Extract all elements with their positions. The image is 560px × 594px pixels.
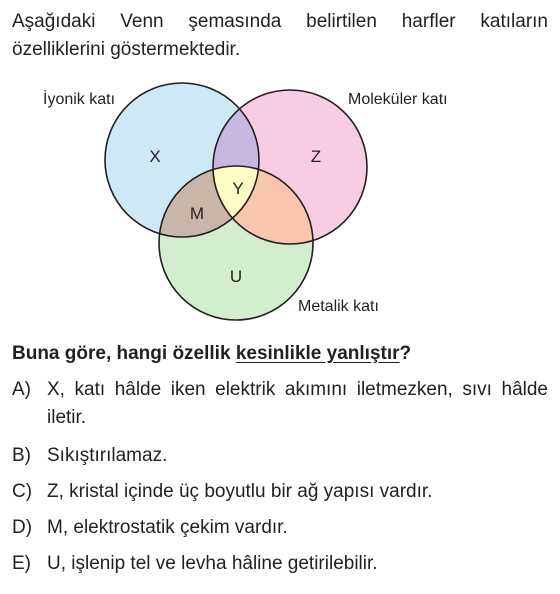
option-e-text: U, işlenip tel ve levha hâline getirilebilir. xyxy=(47,553,378,574)
option-e[interactable] xyxy=(12,550,548,578)
region-u: U xyxy=(229,267,243,286)
question-prefix: Buna göre, hangi özellik xyxy=(12,343,236,364)
ionic-label: İyonik katı xyxy=(43,91,116,108)
question-intro: Aşağıdaki Venn şemasında belirtilen harfler katıların özelliklerini göstermektedir. xyxy=(12,11,548,60)
option-d-letter: D) xyxy=(12,517,33,538)
option-b-letter: B) xyxy=(12,445,31,466)
region-z: Z xyxy=(310,147,322,166)
question-stem xyxy=(12,340,548,368)
option-c[interactable] xyxy=(12,478,548,506)
option-a-letter: A) xyxy=(12,379,31,400)
option-b[interactable] xyxy=(12,442,548,470)
question-suffix: ? xyxy=(399,343,412,364)
option-d[interactable] xyxy=(12,514,548,542)
venn-diagram xyxy=(0,80,560,330)
region-m: M xyxy=(189,204,205,223)
metallic-label: Metalik katı xyxy=(298,298,379,315)
option-a-text: X, katı hâlde iken elektrik akımını iletmezken, sıvı hâlde iletir. xyxy=(47,379,548,428)
option-b-text: Sıkıştırılamaz. xyxy=(47,445,168,466)
molecular-label: Moleküler katı xyxy=(348,91,448,108)
region-x: X xyxy=(149,147,161,166)
option-a[interactable] xyxy=(12,376,548,432)
question-emphasis: kesinlikle yanlıştır xyxy=(235,343,400,364)
option-e-letter: E) xyxy=(12,553,31,574)
option-c-text: Z, kristal içinde üç boyutlu bir ağ yapısı vardır. xyxy=(47,481,433,502)
option-d-text: M, elektrostatik çekim vardır. xyxy=(47,517,288,538)
option-c-letter: C) xyxy=(12,481,33,502)
region-y: Y xyxy=(232,179,244,198)
